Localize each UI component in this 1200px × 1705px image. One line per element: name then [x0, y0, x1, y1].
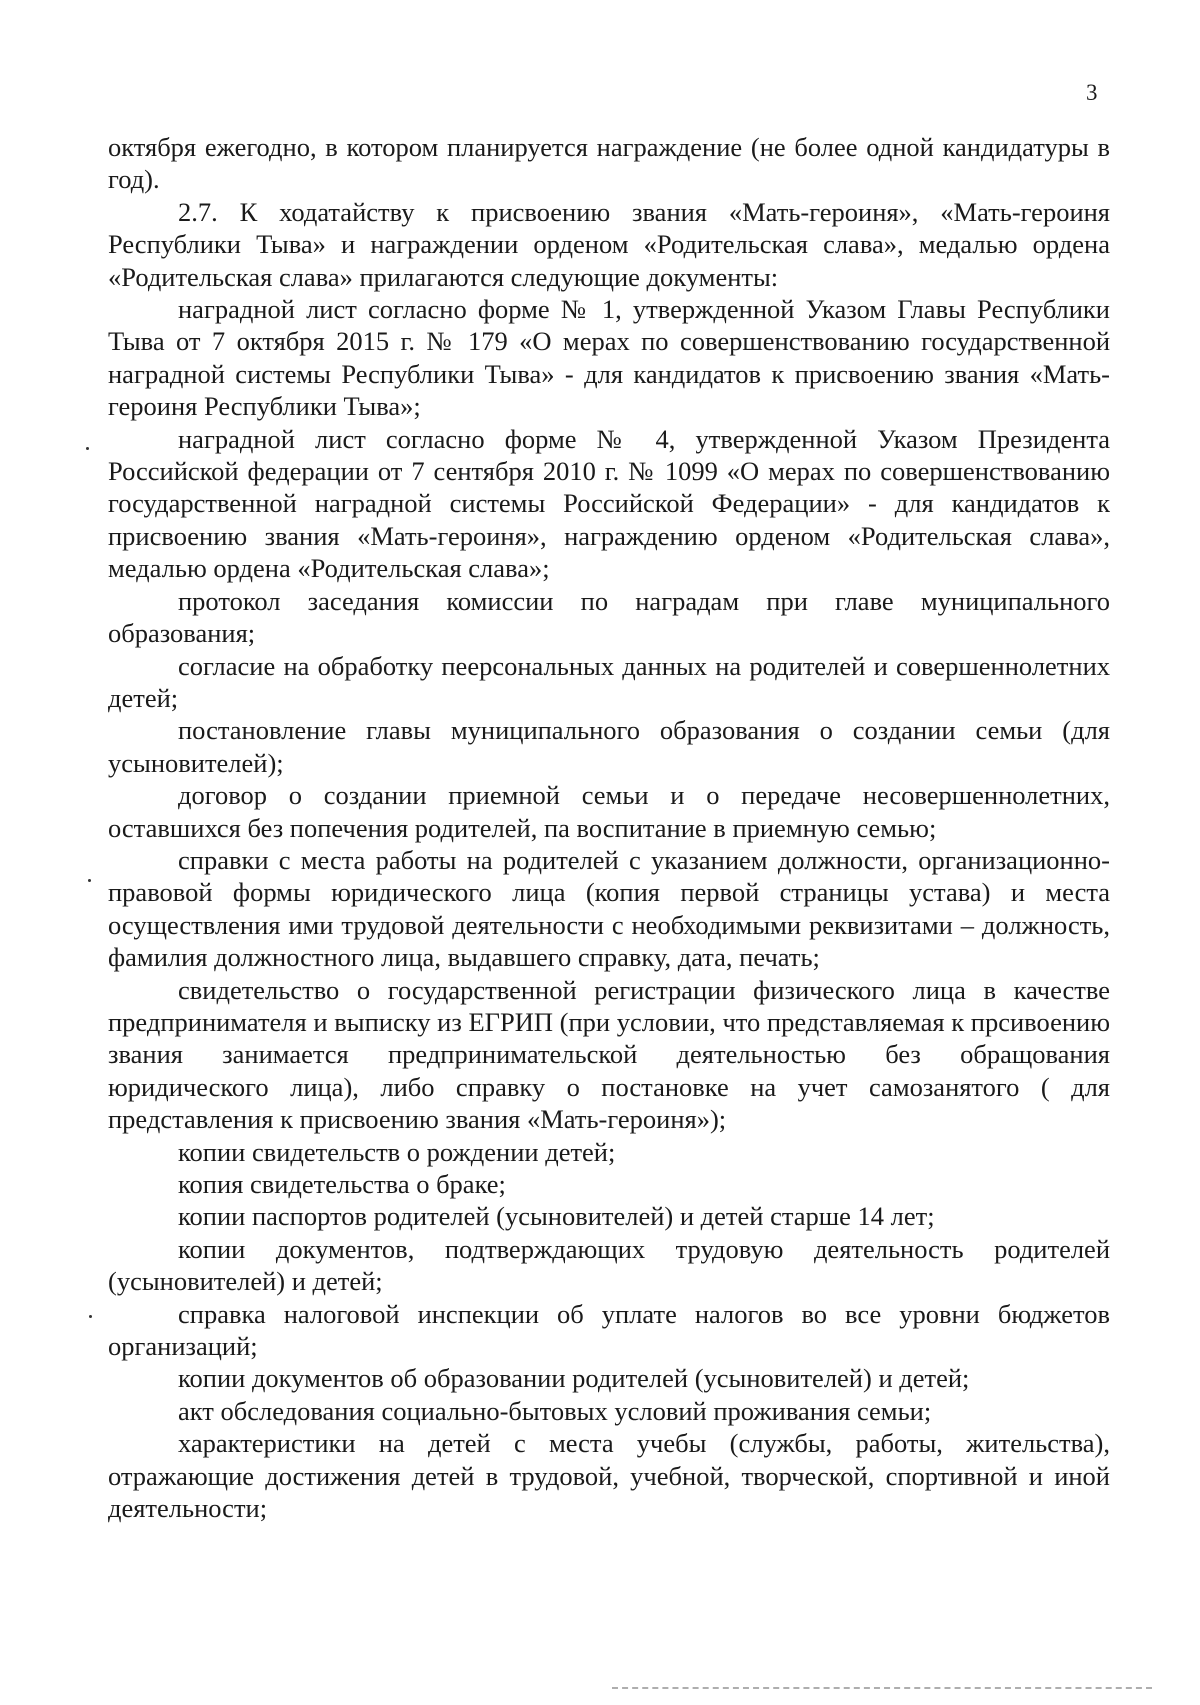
paragraph: копии паспортов родителей (усыновителей) и детей старше 14 лет;	[178, 1201, 935, 1232]
paragraph: акт обследования социально-бытовых условий проживания семьи;	[178, 1395, 932, 1426]
paragraph: копии документов, подтверждающих трудовую деятельность родителей (усыновителей) и детей;	[108, 1233, 1110, 1297]
paragraph: характеристики на детей с места учебы (службы, работы, жительства), отражающие достижения детей в трудовой, учебной, творческой, спортивной и иной деятельности;	[108, 1428, 1110, 1524]
paragraph: согласие на обработку пеерсональных данных на родителей и совершеннолетних детей;	[108, 650, 1110, 713]
paragraph: 2.7. К ходатайству к присвоению звания «Мать-героиня», «Мать-героиня Республики Тыва» и награждении орденом «Родительская слава», медалью ордена «Родительская слава» прилагаются следующие документы:	[108, 196, 1110, 292]
paragraph: наградной лист согласно форме № 1, утвержденной Указом Главы Республики Тыва от 7 октября 2015 г. № 179 «О мерах по совершенствованию государственной наградной системы Республики Тыва» - для кандидатов к присвоению звания «Мать-героиня Республики Тыва»;	[108, 294, 1110, 422]
scan-speck	[86, 447, 89, 450]
paragraph: наградной лист согласно форме № 4, утвержденной Указом Президента Российской федерации от 7 сентября 2010 г. № 1099 «О мерах по совершенствованию государственной наградной системы Российской Федерации» - для кандидатов к присвоению звания «Мать-героиня», награждению орденом «Родительская слава», медалью ордена «Родительская слава»;	[108, 423, 1110, 584]
paragraph: копия свидетельства о браке;	[178, 1169, 506, 1199]
page-number: 3	[1086, 80, 1098, 105]
paragraph: справка налоговой инспекции об уплате налогов во все уровни бюджетов организаций;	[108, 1298, 1110, 1362]
paragraph: справки с места работы на родителей с указанием должности, организационно-правовой формы юридического лица (копия первой страницы устава) и места осуществления ими трудовой деятельности с необходимыми реквизитами – должность, фамилия должностного лица, выдавшего справку, дата, печать;	[108, 844, 1110, 973]
paragraph: октября ежегодно, в котором планируется награждение (не более одной кандидатуры в год).	[108, 132, 1110, 195]
document-body	[108, 131, 1110, 1524]
paragraph: свидетельство о государственной регистрации физического лица в качестве предпринимателя и выписку из ЕГРИП (при условии, что представляемая к прсивоению звания занимается предпринимательской деятельностью без обращования юридического лица), либо справку о постановке на учет самозанятого ( для представления к присвоению звания «Мать-героиня»);	[108, 974, 1110, 1135]
scan-dashed-line	[612, 1687, 1152, 1689]
scan-speck	[89, 1315, 92, 1318]
paragraph: постановление главы муниципального образования о создании семьи (для усыновителей);	[108, 715, 1110, 778]
paragraph: копии свидетельств о рождении детей;	[178, 1136, 616, 1167]
paragraph: договор о создании приемной семьи и о передаче несовершеннолетних, оставшихся без попечения родителей, па воспитание в приемную семью;	[108, 780, 1110, 843]
scan-speck	[88, 879, 91, 882]
paragraph: протокол заседания комиссии по наградам при главе муниципального образования;	[108, 585, 1110, 649]
paragraph: копии документов об образовании родителей (усыновителей) и детей;	[178, 1363, 970, 1394]
